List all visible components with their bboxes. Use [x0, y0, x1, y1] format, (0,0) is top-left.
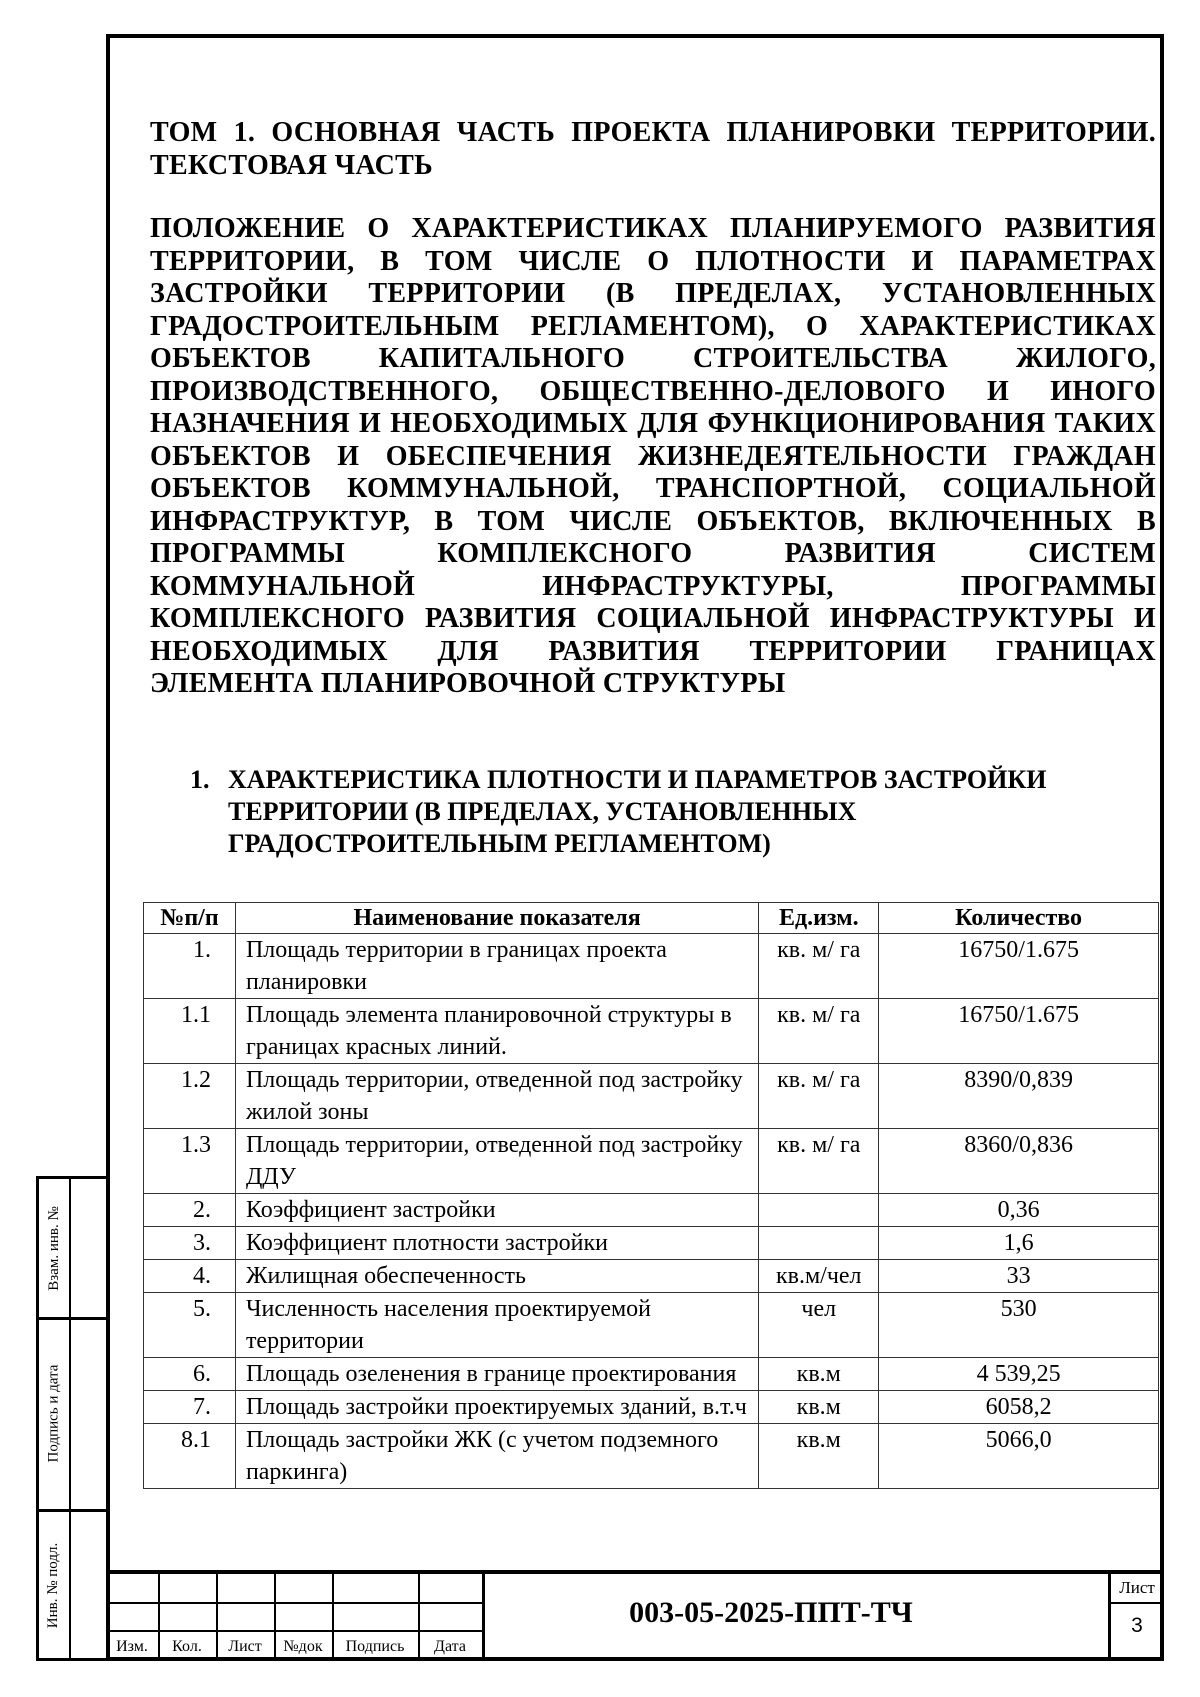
row-name: Площадь застройки проектируемых зданий, в.т.ч	[235, 1391, 758, 1424]
row-num: 2.	[144, 1194, 236, 1227]
parameters-table	[143, 902, 1159, 1489]
row-name: Площадь территории в границах проекта планировки	[235, 934, 758, 999]
side-label-podpis-data: Подпись и дата	[45, 1364, 62, 1462]
label-podpis: Подпись	[345, 1638, 405, 1655]
row-num: 4.	[144, 1260, 236, 1293]
sheet-label: Лист	[1111, 1574, 1163, 1604]
row-unit: кв. м/ га	[759, 1064, 879, 1129]
row-unit: кв.м	[759, 1424, 879, 1489]
table-header-row	[144, 903, 1159, 934]
row-qty: 4 539,25	[879, 1358, 1159, 1391]
table-row	[144, 1293, 1159, 1358]
row-num: 3.	[144, 1227, 236, 1260]
volume-heading: ТОМ 1. ОСНОВНАЯ ЧАСТЬ ПРОЕКТА ПЛАНИРОВКИ ТЕРРИТОРИИ. ТЕКСТОВАЯ ЧАСТЬ	[150, 117, 1156, 181]
table-row	[144, 1358, 1159, 1391]
table-row	[144, 1227, 1159, 1260]
header-num: №п/п	[144, 903, 236, 934]
row-qty: 530	[879, 1293, 1159, 1358]
row-name: Численность населения проектируемой территории	[235, 1293, 758, 1358]
row-name: Площадь озеленения в границе проектирования	[235, 1358, 758, 1391]
row-qty: 8390/0,839	[879, 1064, 1159, 1129]
row-qty: 16750/1.675	[879, 934, 1159, 999]
row-unit: кв. м/ га	[759, 1129, 879, 1194]
row-unit: кв.м/чел	[759, 1260, 879, 1293]
table-row	[144, 934, 1159, 999]
row-num: 1.1	[144, 999, 236, 1064]
row-unit: чел	[759, 1293, 879, 1358]
sheet-number: 3	[1131, 1614, 1143, 1637]
label-list: Лист	[228, 1638, 262, 1655]
row-unit	[759, 1227, 879, 1260]
row-name: Площадь элемента планировочной структуры в границах красных линий.	[235, 999, 758, 1064]
document-code: 003-05-2025-ППТ-ТЧ	[629, 1596, 913, 1629]
section-number: 1.	[190, 765, 210, 794]
side-approval-strip	[36, 1176, 106, 1661]
row-name: Жилищная обеспеченность	[235, 1260, 758, 1293]
section-title	[190, 764, 1140, 860]
row-num: 6.	[144, 1358, 236, 1391]
section-title-text: ХАРАКТЕРИСТИКА ПЛОТНОСТИ И ПАРАМЕТРОВ ЗАСТРОЙКИ ТЕРРИТОРИИ (В ПРЕДЕЛАХ, УСТАНОВЛЕННЫХ ГРАДОСТРОИТЕЛЬНЫМ РЕГЛАМЕНТОМ)	[228, 765, 1047, 858]
header-unit: Ед.изм.	[759, 903, 879, 934]
header-name: Наименование показателя	[235, 903, 758, 934]
row-qty: 8360/0,836	[879, 1129, 1159, 1194]
row-num: 1.	[144, 934, 236, 999]
table-row	[144, 1260, 1159, 1293]
title-block	[106, 1570, 1164, 1661]
row-name: Площадь территории, отведенной под застройку ДДУ	[235, 1129, 758, 1194]
row-name: Коэффициент застройки	[235, 1194, 758, 1227]
row-qty: 6058,2	[879, 1391, 1159, 1424]
row-unit: кв.м	[759, 1358, 879, 1391]
row-qty: 5066,0	[879, 1424, 1159, 1489]
label-izm: Изм.	[116, 1638, 148, 1655]
side-label-inv-podl: Инв. № подл.	[45, 1542, 62, 1628]
row-num: 1.2	[144, 1064, 236, 1129]
row-qty: 0,36	[879, 1194, 1159, 1227]
label-data: Дата	[434, 1638, 466, 1655]
row-num: 5.	[144, 1293, 236, 1358]
row-qty: 33	[879, 1260, 1159, 1293]
table-row	[144, 1129, 1159, 1194]
row-num: 1.3	[144, 1129, 236, 1194]
table-row	[144, 1064, 1159, 1129]
label-ndok: №док	[283, 1638, 323, 1655]
row-qty: 1,6	[879, 1227, 1159, 1260]
row-name: Площадь застройки ЖК (с учетом подземного паркинга)	[235, 1424, 758, 1489]
row-name: Площадь территории, отведенной под застройку жилой зоны	[235, 1064, 758, 1129]
row-unit	[759, 1194, 879, 1227]
row-qty: 16750/1.675	[879, 999, 1159, 1064]
side-label-zam-inv: Взам. инв. №	[45, 1205, 62, 1291]
row-unit: кв. м/ га	[759, 934, 879, 999]
row-num: 8.1	[144, 1424, 236, 1489]
row-unit: кв.м	[759, 1391, 879, 1424]
header-qty: Количество	[879, 903, 1159, 934]
label-kol: Кол.	[172, 1638, 202, 1655]
sheet-box	[1108, 1574, 1163, 1661]
table-row	[144, 1424, 1159, 1489]
table-row	[144, 999, 1159, 1064]
regulation-heading: ПОЛОЖЕНИЕ О ХАРАКТЕРИСТИКАХ ПЛАНИРУЕМОГО РАЗВИТИЯ ТЕРРИТОРИИ, В ТОМ ЧИСЛЕ О ПЛОТНОСТИ И ПАРАМЕТРАХ ЗАСТРОЙКИ ТЕРРИТОРИИ (В ПРЕДЕЛАХ, УСТАНОВЛЕННЫХ ГРАДОСТРОИТЕЛЬНЫМ РЕГЛАМЕНТОМ), О ХАРАКТЕРИСТИКАХ ОБЪЕКТОВ КАПИТАЛЬНОГО СТРОИТЕЛЬСТВА ЖИЛОГО, ПРОИЗВОДСТВЕННОГО, ОБЩЕСТВЕННО-ДЕЛОВОГО И ИНОГО НАЗНАЧЕНИЯ И НЕОБХОДИМЫХ ДЛЯ ФУНКЦИОНИРОВАНИЯ ТАКИХ ОБЪЕКТОВ И ОБЕСПЕЧЕНИЯ ЖИЗНЕДЕЯТЕЛЬНОСТИ ГРАЖДАН ОБЪЕКТОВ КОММУНАЛЬНОЙ, ТРАНСПОРТНОЙ, СОЦИАЛЬНОЙ ИНФРАСТРУКТУР, В ТОМ ЧИСЛЕ ОБЪЕКТОВ, ВКЛЮЧЕННЫХ В ПРОГРАММЫ КОМПЛЕКСНОГО РАЗВИТИЯ СИСТЕМ КОММУНАЛЬНОЙ ИНФРАСТРУКТУРЫ, ПРОГРАММЫ КОМПЛЕКСНОГО РАЗВИТИЯ СОЦИАЛЬНОЙ ИНФРАСТРУКТУРЫ И НЕОБХОДИМЫХ ДЛЯ РАЗВИТИЯ ТЕРРИТОРИИ ГРАНИЦАХ ЭЛЕМЕНТА ПЛАНИРОВОЧНОЙ СТРУКТУРЫ	[150, 213, 1156, 699]
row-num: 7.	[144, 1391, 236, 1424]
table-row	[144, 1391, 1159, 1424]
revision-grid	[106, 1574, 482, 1661]
row-unit: кв. м/ га	[759, 999, 879, 1064]
table-row	[144, 1194, 1159, 1227]
row-name: Коэффициент плотности застройки	[235, 1227, 758, 1260]
